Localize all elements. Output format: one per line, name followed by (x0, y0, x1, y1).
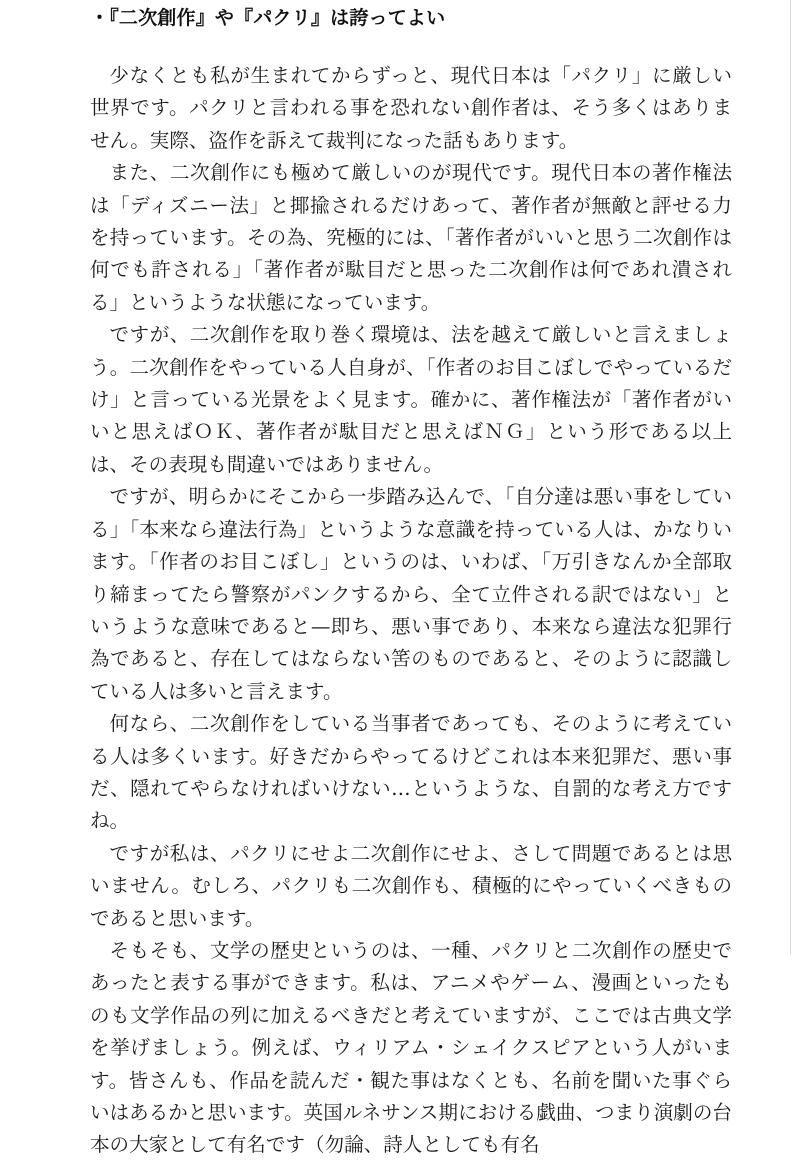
paragraph: ですが私は、パクリにせよ二次創作にせよ、さして問題であるとは思いません。むしろ、パクリも二次創作も、積極的にやっていくべきものであると思います。 (90, 841, 732, 930)
paragraph: ですが、二次創作を取り巻く環境は、法を越えて厳しいと言えましょう。二次創作をやっている人自身が、「作者のお目こぼしでやっているだけ」と言っている光景をよく見ます。確かに、著作権法が「著作者がいいと思えばＯＫ、著作者が駄目だと思えばＮＧ」という形である以上は、その表現も間違いではありません。 (90, 323, 732, 476)
paragraph: ですが、明らかにそこから一歩踏み込んで、「自分達は悪い事をしている」「本来なら違法行為」というような意識を持っている人は、かなりいます。「作者のお目こぼし」というのは、いわば、「万引きなんか全部取り締まってたら警察がパンクするから、全て立件される訳ではない」というような意味であると—即ち、悪い事であり、本来なら違法な犯罪行為であると、存在してはならない筈のものであると、そのように認識している人は多いと言えます。 (90, 485, 732, 703)
document-body (90, 60, 732, 1162)
paragraph: 少なくとも私が生まれてからずっと、現代日本は「パクリ」に厳しい世界です。パクリと言われる事を恐れない創作者は、そう多くはありません。実際、盗作を訴えて裁判になった話もあります。 (90, 64, 732, 152)
page-title: ・『二次創作』や『パクリ』は誇ってよい (90, 7, 446, 29)
page-boundary-rule (790, 0, 791, 954)
paragraph: そもそも、文学の歴史というのは、一種、パクリと二次創作の歴史であったと表する事ができます。私は、アニメやゲーム、漫画といったものも文学作品の列に加えるべきだと考えていますが、ここでは古典文学を挙げましょう。例えば、ウィリアム・シェイクスピアという人がいます。皆さんも、作品を読んだ・観た事はなくとも、名前を聞いた事ぐらいはあるかと思います。英国ルネサンス期における戯曲、つまり演劇の台本の大家として有名です（勿論、詩人としても有名 (90, 938, 732, 1157)
paragraph: 何なら、二次創作をしている当事者であっても、そのように考えている人は多くいます。好きだからやってるけどこれは本来犯罪だ、悪い事だ、隠れてやらなければいけない…というような、自罰的な考え方ですね。 (90, 712, 732, 833)
paragraph: また、二次創作にも極めて厳しいのが現代です。現代日本の著作権法は「ディズニー法」と揶揄されるだけあって、著作者が無敵と評せる力を持っています。その為、究極的には、「著作者がいいと思う二次創作は何でも許される」「著作者が駄目だと思った二次創作は何であれ潰される」というような状態になっています。 (90, 161, 732, 314)
